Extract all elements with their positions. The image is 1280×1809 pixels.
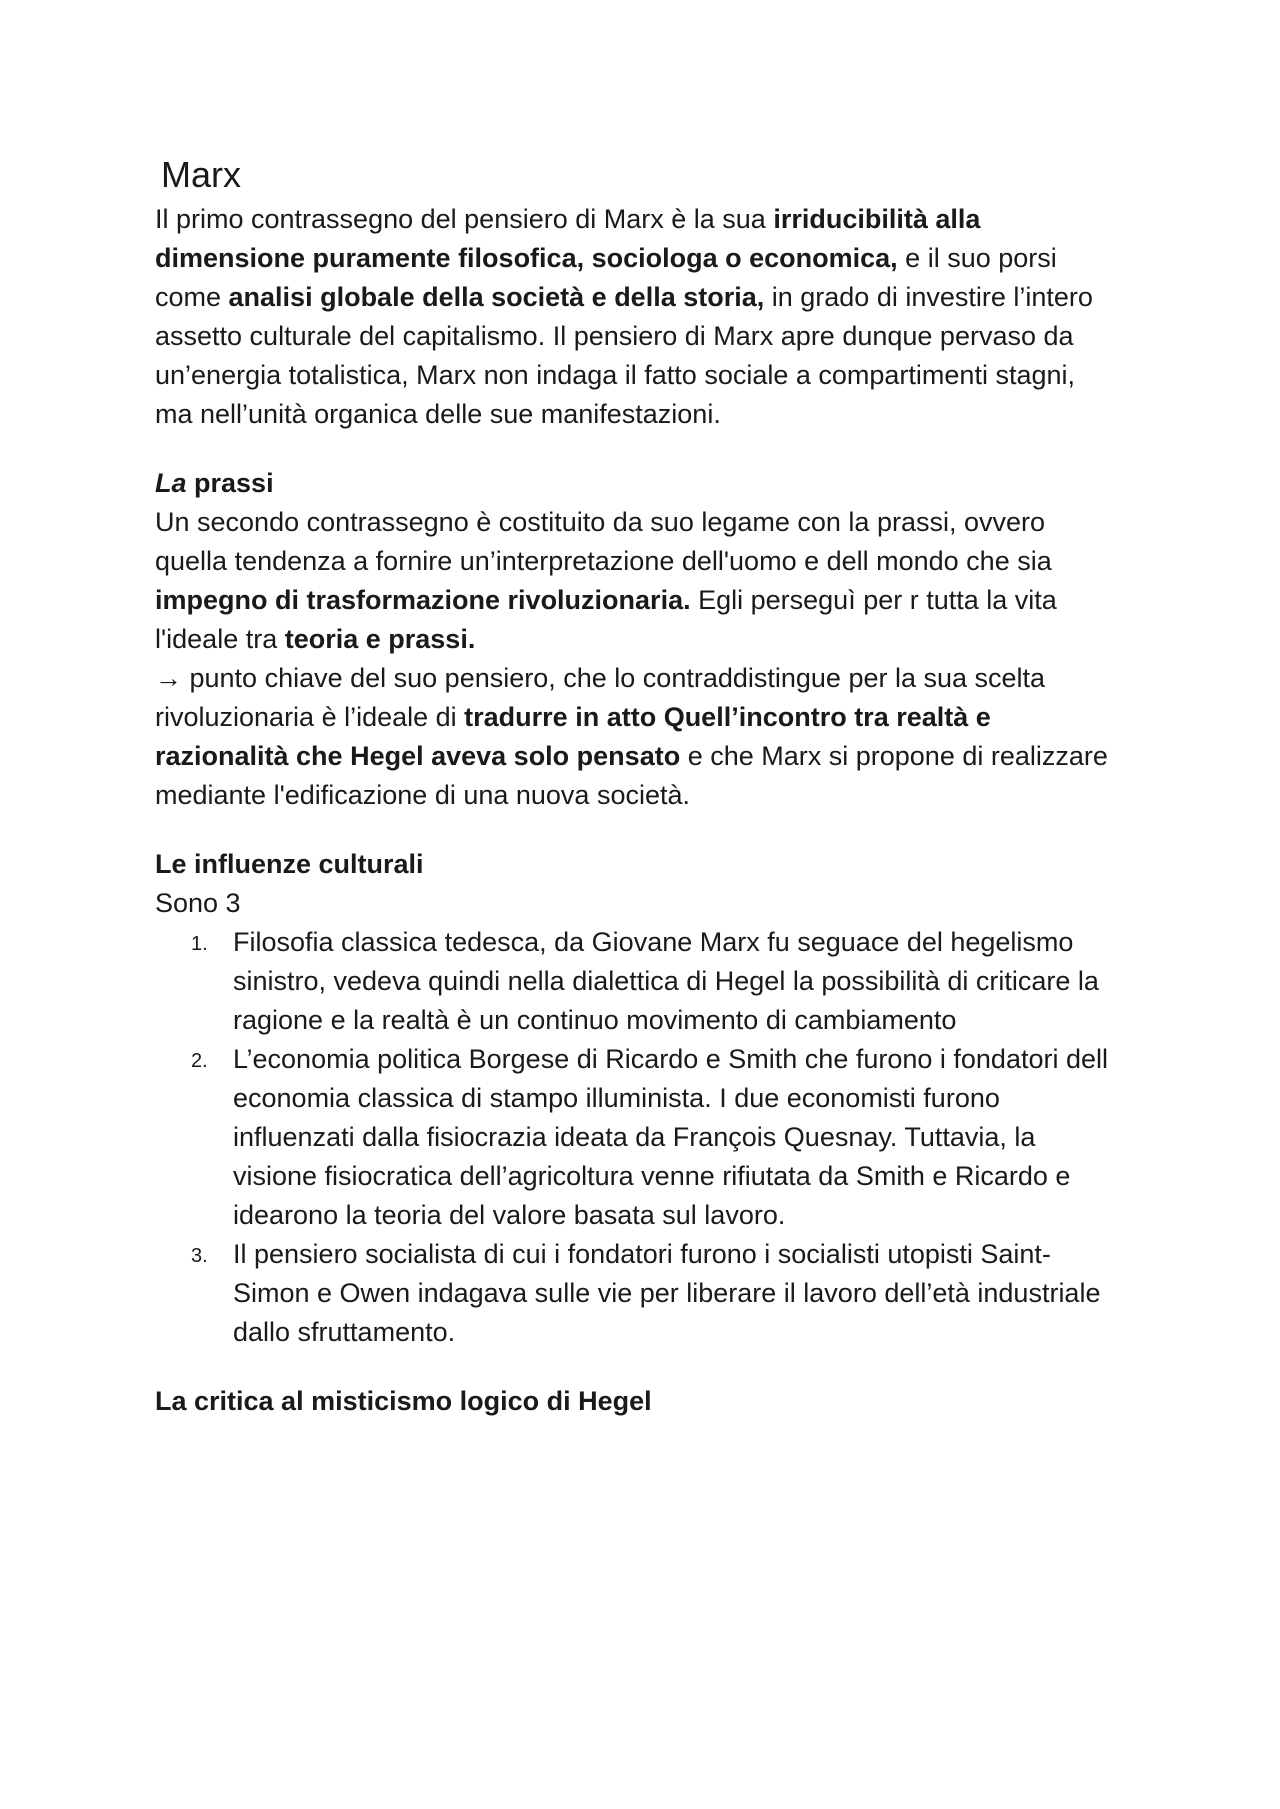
list-item-number: 2. [191, 1050, 208, 1072]
influenze-intro: Sono 3 [155, 888, 241, 918]
list-item [191, 923, 1115, 1040]
bold-text: tradurre in atto Quell’incontro tra realtà e razionalità che Hegel aveva solo pensato [155, 702, 991, 771]
text-run: in grado di investire l’intero assetto culturale del capitalismo. Il pensiero di Marx apre dunque pervaso da un’energia totalistica, Marx non indaga il fatto sociale a compartimenti stagni, ma nell’unità organica delle sue manifestazioni. [155, 282, 1093, 429]
list-item [191, 1040, 1115, 1235]
text-run: Il primo contrassegno del pensiero di Marx è la sua [155, 204, 774, 234]
prassi-heading-italic: La [155, 468, 187, 498]
list-item-text: L’economia politica Borgese di Ricardo e Smith che furono i fondatori dell economia classica di stampo illuminista. I due economisti furono influenzati dalla fisiocrazia ideata da François Quesnay. Tuttavia, la visione fisiocratica dell’agricoltura venne rifiutata da Smith e Ricardo e idearono la teoria del valore basata sul lavoro. [233, 1044, 1108, 1230]
influenze-list [155, 923, 1115, 1352]
list-item [191, 1235, 1115, 1352]
influenze-heading: Le influenze culturali [155, 849, 424, 879]
bold-text: analisi globale della società e della storia, [228, 282, 765, 312]
text-run: e il suo porsi come [155, 243, 1057, 312]
list-item-text: Il pensiero socialista di cui i fondatori furono i socialisti utopisti Saint-Simon e Owen indagava sulle vie per liberare il lavoro dell’età industriale dallo sfruttamento. [233, 1239, 1101, 1347]
prassi-heading-rest: prassi [186, 468, 274, 498]
critica-heading: La critica al misticismo logico di Hegel [155, 1386, 652, 1416]
text-run: e che Marx si propone di realizzare mediante l'edificazione di una nuova società. [155, 741, 1108, 810]
list-item-number: 1. [191, 933, 208, 955]
list-item-number: 3. [191, 1245, 208, 1267]
prassi-paragraph-1 [155, 503, 1115, 659]
document-title: Marx [161, 154, 241, 195]
bold-text: irriducibilità alla dimensione puramente filosofica, sociologa o economica, [155, 204, 981, 273]
document-page [155, 152, 1115, 1421]
text-run: Un secondo contrassegno è costituito da suo legame con la prassi, ovvero quella tendenza a fornire un’interpretazione dell'uomo e dell mondo che sia [155, 507, 1052, 576]
text-run: Egli perseguì per r tutta la vita l'ideale tra [155, 585, 1057, 654]
list-item-text: Filosofia classica tedesca, da Giovane Marx fu seguace del hegelismo sinistro, vedeva quindi nella dialettica di Hegel la possibilità di criticare la ragione e la realtà è un continuo movimento di cambiamento [233, 927, 1099, 1035]
intro-paragraph [155, 200, 1115, 434]
prassi-paragraph-2 [155, 659, 1115, 815]
text-run: → punto chiave del suo pensiero, che lo contraddistingue per la sua scelta rivoluzionaria è l’ideale di [155, 663, 1046, 732]
prassi-heading [155, 464, 1115, 503]
bold-text: impegno di trasformazione rivoluzionaria. [155, 585, 691, 615]
bold-text: teoria e prassi. [284, 624, 476, 654]
